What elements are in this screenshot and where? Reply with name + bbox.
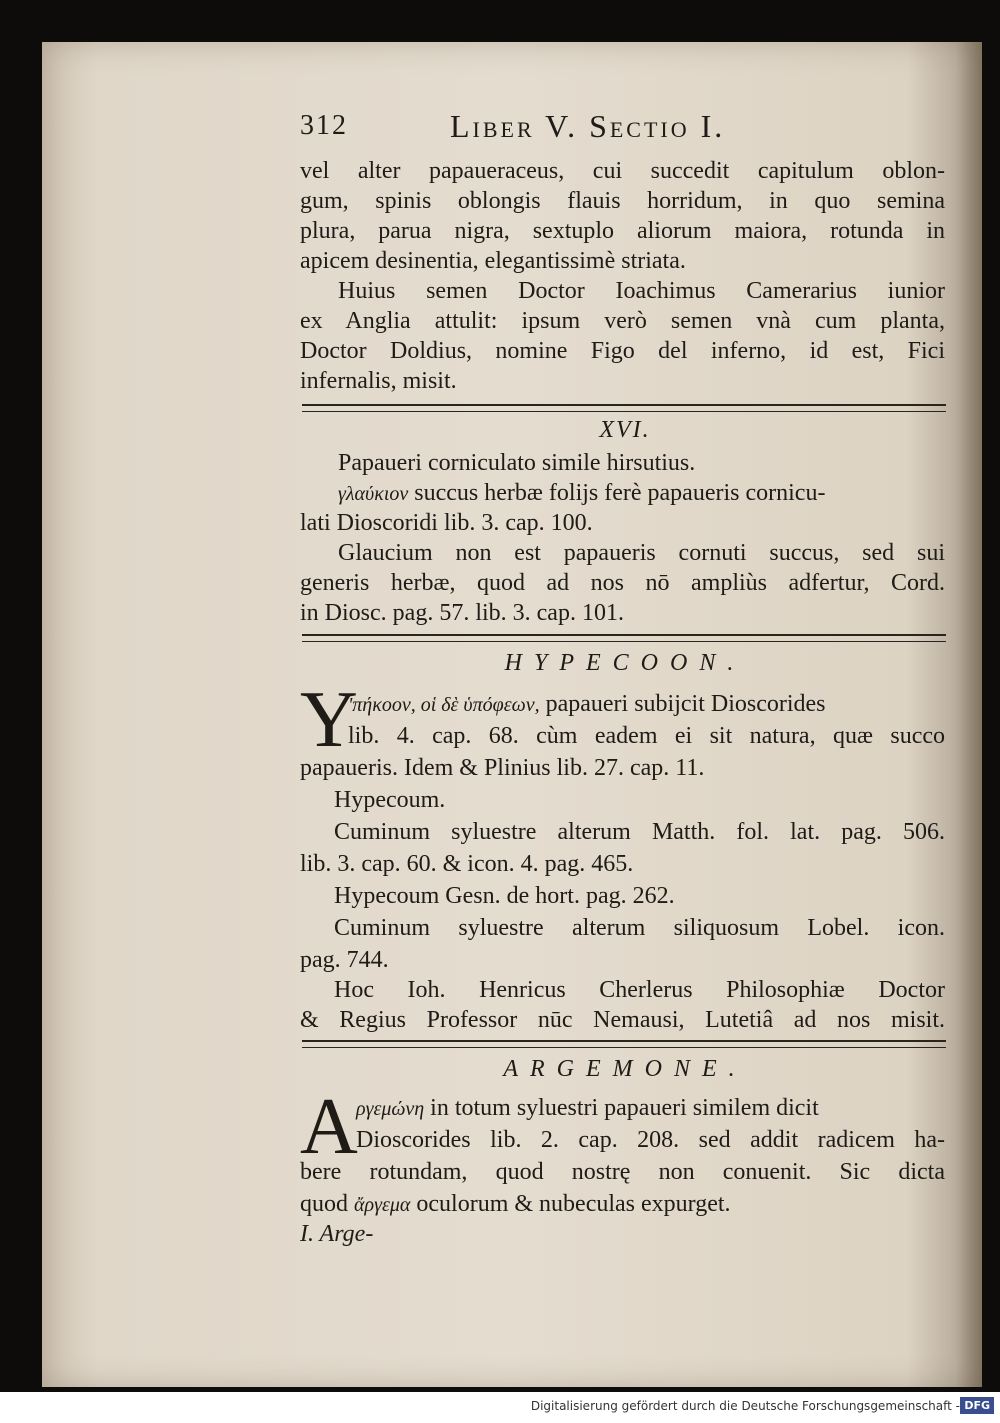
footer-credit: Digitalisierung gefördert durch die Deutsche Forschungsgemeinschaft - bbox=[530, 1399, 960, 1413]
section-title: ARGEMONE. bbox=[503, 1056, 747, 1082]
dfg-logo: DFG bbox=[960, 1397, 994, 1414]
text-line: lib. 4. cap. 68. cùm eadem ei sit natura, quæ succo bbox=[348, 723, 945, 749]
text-line: ex Anglia attulit: ipsum verò semen vnà cum planta, bbox=[300, 308, 945, 334]
text-line: Dioscorides lib. 2. cap. 208. sed addit radicem ha- bbox=[356, 1127, 945, 1153]
section-rule bbox=[302, 634, 946, 642]
drop-cap: Y bbox=[300, 676, 358, 764]
catchword: I. Arge- bbox=[300, 1221, 374, 1247]
text-line: Cuminum syluestre alterum Matth. fol. lat. pag. 506. bbox=[334, 819, 945, 845]
greek-word: ἄργεμα bbox=[354, 1194, 411, 1216]
drop-cap: A bbox=[300, 1083, 358, 1171]
text-line: Huius semen Doctor Ioachimus Camerarius iunior bbox=[338, 278, 945, 304]
text-span: in totum syluestri papaueri similem dicit bbox=[430, 1095, 819, 1121]
text-line: & Regius Professor nūc Nemausi, Lutetiâ ad nos misit. bbox=[300, 1007, 945, 1033]
section-rule bbox=[302, 404, 946, 412]
text-line: gum, spinis oblongis flauis horridum, in quo semina bbox=[300, 188, 945, 214]
text-line: pag. 744. bbox=[300, 947, 389, 973]
text-line: Hypecoum. bbox=[334, 787, 446, 813]
text-span: papaueri subijcit Dioscorides bbox=[545, 691, 826, 717]
text-line: Hoc Ioh. Henricus Cherlerus Philosophiæ Doctor bbox=[334, 977, 945, 1003]
text-line: Doctor Doldius, nomine Figo del inferno, id est, Fici bbox=[300, 338, 945, 364]
text-line: vel alter papaueraceus, cui succedit capitulum oblon- bbox=[300, 158, 945, 184]
text-line: Cuminum syluestre alterum siliquosum Lobel. icon. bbox=[334, 915, 945, 941]
text-line: bere rotundam, quod nostrę non conuenit. Sic dicta bbox=[300, 1159, 945, 1185]
text-line bbox=[356, 1094, 945, 1123]
text-line: apicem desinentia, elegantissimè striata. bbox=[300, 248, 686, 274]
text-line: Papaueri corniculato simile hirsutius. bbox=[338, 450, 696, 476]
text-span: quod bbox=[300, 1191, 348, 1217]
text-line: lib. 3. cap. 60. & icon. 4. pag. 465. bbox=[300, 851, 634, 877]
section-title: HYPECOON. bbox=[504, 650, 746, 676]
running-title: Liber V. Sectio I. bbox=[450, 108, 726, 144]
text-line: Glaucium non est papaueris cornuti succus, sed sui bbox=[338, 540, 945, 566]
footer-bar bbox=[0, 1393, 1000, 1423]
section-title: XVI. bbox=[599, 417, 651, 443]
text-line: plura, parua nigra, sextuplo aliorum maiora, rotunda in bbox=[300, 218, 945, 244]
page-edge-shadow bbox=[956, 42, 982, 1387]
text-span: oculorum & nubeculas expurget. bbox=[416, 1191, 731, 1217]
text-line: Hypecoum Gesn. de hort. pag. 262. bbox=[334, 883, 675, 909]
text-line bbox=[300, 1190, 731, 1219]
text-line: in Diosc. pag. 57. lib. 3. cap. 101. bbox=[300, 600, 624, 626]
text-line: lati Dioscoridi lib. 3. cap. 100. bbox=[300, 510, 593, 536]
text-line bbox=[348, 690, 826, 719]
text-line: papaueris. Idem & Plinius lib. 27. cap. 11. bbox=[300, 755, 705, 781]
greek-word: 'πήκοον, οἱ δὲ ὑπόφεων, bbox=[348, 694, 540, 716]
greek-word: γλαύκιον bbox=[338, 483, 409, 505]
text-line: generis herbæ, quod ad nos nō ampliùs adfertur, Cord. bbox=[300, 570, 945, 596]
text-line: infernalis, misit. bbox=[300, 368, 457, 394]
section-rule bbox=[302, 1040, 946, 1048]
text-span: succus herbæ folijs ferè papaueris cornicu- bbox=[414, 480, 826, 506]
text-line bbox=[338, 479, 945, 508]
greek-word: ργεμώνη bbox=[356, 1098, 425, 1120]
page-number: 312 bbox=[300, 110, 348, 141]
